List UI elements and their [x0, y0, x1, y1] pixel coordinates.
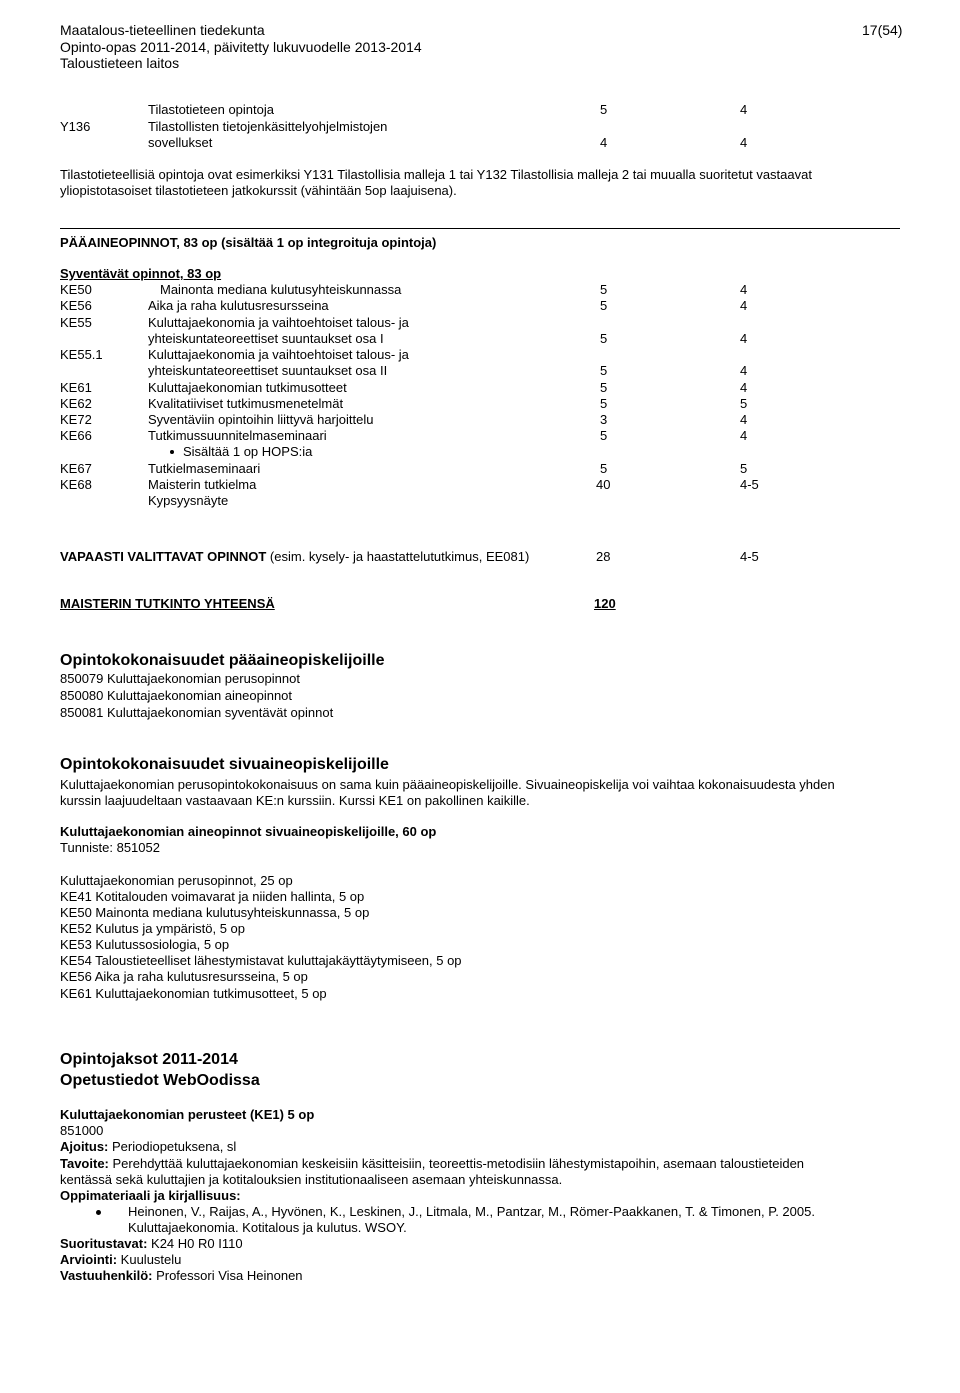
course-op: 40 [596, 477, 611, 492]
course-name: Mainonta mediana kulutusyhteiskunnassa [160, 282, 402, 297]
free-choice-op: 28 [596, 549, 611, 564]
ke1-code: 851000 [60, 1123, 104, 1138]
course-level: 5 [740, 461, 748, 476]
basic-course-item: KE52 Kulutus ja ympäristö, 5 op [60, 921, 245, 936]
ke1-goal [60, 1156, 804, 1171]
course-level: 4 [740, 331, 748, 346]
course-level: 4-5 [740, 477, 759, 492]
y136-row2b-op: 4 [600, 135, 608, 150]
ke1-material-2: Kuluttajaekonomia. Kotitalous ja kulutus. WSOY. [128, 1220, 407, 1235]
ke1-material-1: Heinonen, V., Raijas, A., Hyvönen, K., Leskinen, J., Litmala, M., Pantzar, M., Römer-Paakkanen, T. & Timonen, P. 2005. [128, 1204, 815, 1219]
stats-note-line1: Tilastotieteellisiä opintoja ovat esimerkiksi Y131 Tilastollisia malleja 1 tai Y132 Tilastollisia malleja 2 tai muualla suoritetut vastaavat [60, 167, 812, 182]
course-code: KE67 [60, 461, 92, 476]
minor-intermediate-id: Tunniste: 851052 [60, 840, 160, 855]
section-divider [60, 228, 900, 229]
course-code: KE56 [60, 298, 92, 313]
basic-course-item: KE41 Kotitalouden voimavarat ja niiden hallinta, 5 op [60, 889, 365, 904]
ke1-performance-label: Suoritustavat: [60, 1236, 148, 1251]
course-code: KE62 [60, 396, 92, 411]
total-label: MAISTERIN TUTKINTO YHTEENSÄ [60, 596, 275, 611]
total-op: 120 [594, 596, 616, 611]
course-name-cont: yhteiskuntateoreettiset suuntaukset osa II [148, 363, 388, 378]
basic-course-item: KE50 Mainonta mediana kulutusyhteiskunnassa, 5 op [60, 905, 370, 920]
page-number: 17(54) [862, 22, 903, 38]
course-level: 4 [740, 363, 748, 378]
header-department: Taloustieteen laitos [60, 55, 180, 71]
y136-row2b-name: sovellukset [148, 135, 213, 150]
ke1-evaluation [60, 1252, 181, 1267]
course-op: 5 [600, 282, 608, 297]
y136-row2b-level: 4 [740, 135, 748, 150]
course-op: 5 [600, 331, 608, 346]
basic-studies-title: Kuluttajaekonomian perusopinnot, 25 op [60, 873, 293, 888]
ke1-goal-label: Tavoite: [60, 1156, 109, 1171]
header-guide: Opinto-opas 2011-2014, päivitetty lukuvuodelle 2013-2014 [60, 39, 422, 55]
course-level: 4 [740, 282, 748, 297]
free-choice-row [60, 549, 529, 564]
course-code: KE72 [60, 412, 92, 427]
course-code: KE61 [60, 380, 92, 395]
ke66-note: Sisältää 1 op HOPS:ia [183, 444, 313, 459]
course-name: Aika ja raha kulutusresursseina [148, 298, 329, 313]
course-name: Tutkimussuunnitelmaseminaari [148, 428, 327, 443]
ke1-materials-label: Oppimateriaali ja kirjallisuus: [60, 1188, 241, 1203]
ke1-timing-label: Ajoitus: [60, 1139, 109, 1154]
course-name-cont: yhteiskuntateoreettiset suuntaukset osa I [148, 331, 384, 346]
course-name: Kuluttajaekonomian tutkimusotteet [148, 380, 347, 395]
bullet-icon [170, 450, 174, 454]
ke1-goal-cont: kentässä sekä kuluttajien ja kotitalouksien institutionaaliseen asemaan yhteiskunnassa. [60, 1172, 563, 1187]
major-title: PÄÄAINEOPINNOT, 83 op (sisältää 1 op integroituja opintoja) [60, 235, 437, 250]
free-choice-level: 4-5 [740, 549, 759, 564]
ke1-evaluation-value: Kuulustelu [117, 1252, 182, 1267]
course-op: 3 [600, 412, 608, 427]
y136-row1-level: 4 [740, 102, 748, 117]
ke1-goal-value: Perehdyttää kuluttajaekonomian keskeisiin käsitteisiin, teoreettis-metodisiin lähestymistapoihin, asemaan taloustieteiden [108, 1156, 805, 1171]
ke1-responsible-value: Professori Visa Heinonen [152, 1268, 303, 1283]
course-units-subtitle: Opetustiedot WebOodissa [60, 1072, 260, 1089]
course-code: KE55 [60, 315, 92, 330]
course-op: 5 [600, 380, 608, 395]
major-packages-title: Opintokokonaisuudet pääaineopiskelijoille [60, 652, 385, 669]
course-name: Kuluttajaekonomia ja vaihtoehtoiset talous- ja [148, 315, 409, 330]
bullet-icon [96, 1210, 101, 1215]
ke1-evaluation-label: Arviointi: [60, 1252, 118, 1267]
basic-course-item: KE54 Taloustieteelliset lähestymistavat kuluttajakäyttäytymiseen, 5 op [60, 953, 462, 968]
course-op: 5 [600, 461, 608, 476]
major-package-item: 850079 Kuluttajaekonomian perusopinnot [60, 671, 300, 686]
ke1-responsible-label: Vastuuhenkilö: [60, 1268, 153, 1283]
course-name: Syventäviin opintoihin liittyvä harjoittelu [148, 412, 374, 427]
basic-course-item: KE61 Kuluttajaekonomian tutkimusotteet, 5 op [60, 986, 327, 1001]
course-level: 4 [740, 298, 748, 313]
course-level: 4 [740, 428, 748, 443]
course-op: 5 [600, 363, 608, 378]
course-name: Kuluttajaekonomia ja vaihtoehtoiset talous- ja [148, 347, 409, 362]
course-name-cont: Kypsyysnäyte [148, 493, 229, 508]
basic-course-item: KE56 Aika ja raha kulutusresursseina, 5 op [60, 969, 308, 984]
major-package-item: 850081 Kuluttajaekonomian syventävät opinnot [60, 705, 334, 720]
free-choice-label: VAPAASTI VALITTAVAT OPINNOT [60, 549, 267, 564]
ke1-responsible [60, 1268, 303, 1283]
course-op: 5 [600, 396, 608, 411]
y136-code: Y136 [60, 119, 91, 134]
y136-row2a: Tilastollisten tietojenkäsittelyohjelmistojen [148, 119, 388, 134]
course-name: Maisterin tutkielma [148, 477, 257, 492]
stats-note-line2: yliopistotasoiset tilastotieteen jatkokurssit (vähintään 5op laajuisena). [60, 183, 457, 198]
course-name: Tutkielmaseminaari [148, 461, 261, 476]
course-level: 5 [740, 396, 748, 411]
course-code: KE68 [60, 477, 92, 492]
y136-row1-op: 5 [600, 102, 608, 117]
ke1-title: Kuluttajaekonomian perusteet (KE1) 5 op [60, 1107, 315, 1122]
course-units-title: Opintojaksot 2011-2014 [60, 1051, 238, 1068]
minor-packages-p1: Kuluttajaekonomian perusopintokokonaisuus on sama kuin pääaineopiskelijoille. Sivuaineopiskelija voi vaihtaa kokonaisuudesta yhden [60, 777, 835, 792]
course-op: 5 [600, 298, 608, 313]
minor-packages-p2: kurssin laajuudeltaan vastaavaan KE:n kurssiin. Kurssi KE1 on pakollinen kaikille. [60, 793, 530, 808]
ke1-performance-value: K24 H0 R0 I110 [147, 1236, 243, 1251]
course-code: KE50 [60, 282, 92, 297]
free-choice-note: (esim. kysely- ja haastattelututkimus, EE081) [266, 549, 530, 564]
header-faculty: Maatalous-tieteellinen tiedekunta [60, 22, 265, 38]
major-subtitle: Syventävät opinnot, 83 op [60, 266, 222, 281]
course-level: 4 [740, 412, 748, 427]
ke1-timing [60, 1139, 236, 1154]
major-package-item: 850080 Kuluttajaekonomian aineopinnot [60, 688, 293, 703]
basic-course-item: KE53 Kulutussosiologia, 5 op [60, 937, 230, 952]
ke1-timing-value: Periodiopetuksena, sl [108, 1139, 237, 1154]
minor-intermediate-title: Kuluttajaekonomian aineopinnot sivuaineopiskelijoille, 60 op [60, 824, 437, 839]
course-name: Kvalitatiiviset tutkimusmenetelmät [148, 396, 344, 411]
course-op: 5 [600, 428, 608, 443]
course-level: 4 [740, 380, 748, 395]
minor-packages-title: Opintokokonaisuudet sivuaineopiskelijoille [60, 756, 389, 773]
ke1-performance [60, 1236, 243, 1251]
y136-row1-name: Tilastotieteen opintoja [148, 102, 274, 117]
course-code: KE55.1 [60, 347, 103, 362]
course-code: KE66 [60, 428, 92, 443]
